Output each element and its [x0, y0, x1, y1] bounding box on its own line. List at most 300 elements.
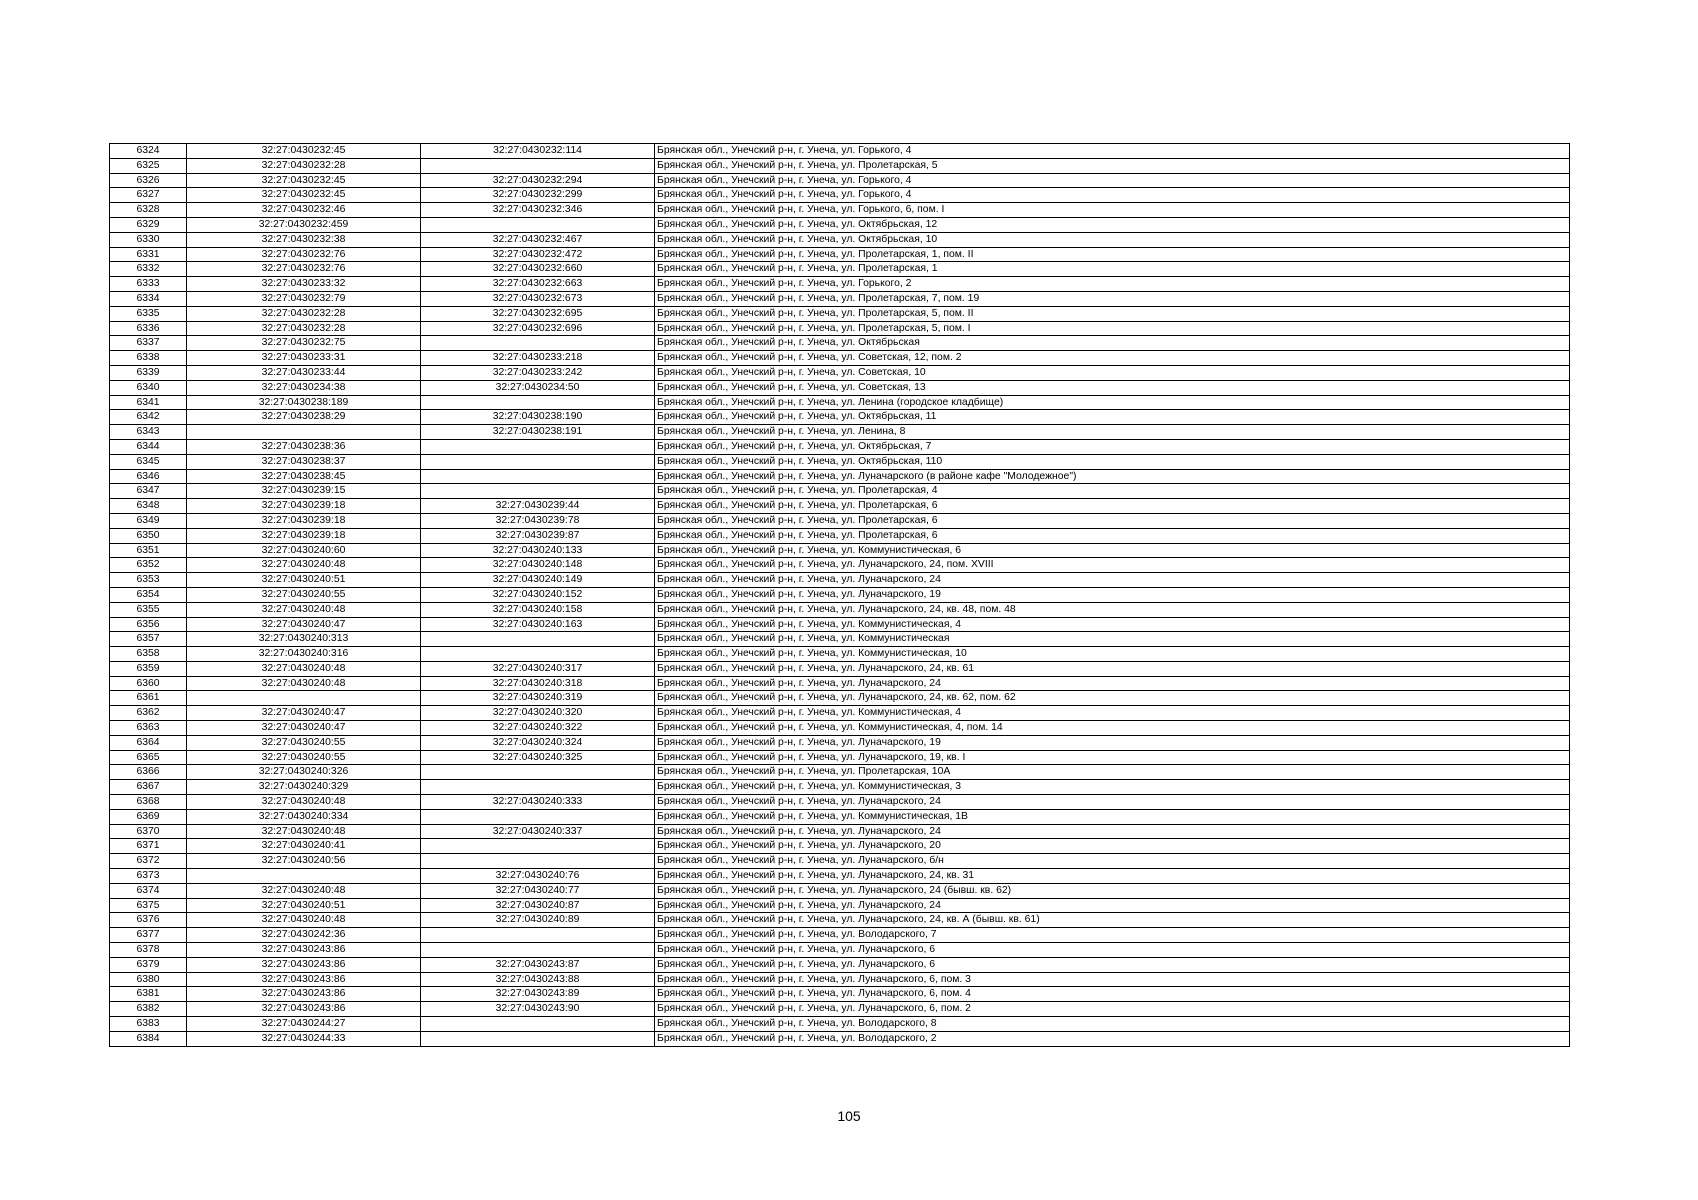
row-number-cell: 6345 — [110, 454, 187, 469]
table-row — [110, 395, 1570, 410]
table-row — [110, 632, 1570, 647]
row-number-cell: 6344 — [110, 439, 187, 454]
row-number-cell: 6339 — [110, 365, 187, 380]
parcel-number-cell: 32:27:0430240:48 — [187, 661, 421, 676]
table-row — [110, 558, 1570, 573]
parcel-number-cell: 32:27:0430233:32 — [187, 277, 421, 292]
address-cell: Брянская обл., Унечский р-н, г. Унеча, ул. Луначарского, б/н — [655, 854, 1570, 869]
parcel-number-cell: 32:27:0430240:48 — [187, 913, 421, 928]
address-cell: Брянская обл., Унечский р-н, г. Унеча, ул. Луначарского, 24, пом. XVIII — [655, 558, 1570, 573]
address-cell: Брянская обл., Унечский р-н, г. Унеча, ул. Ленина (городское кладбище) — [655, 395, 1570, 410]
row-number-cell: 6372 — [110, 854, 187, 869]
address-cell: Брянская обл., Унечский р-н, г. Унеча, ул. Коммунистическая, 4, пом. 14 — [655, 721, 1570, 736]
parcel-number-cell: 32:27:0430240:60 — [187, 543, 421, 558]
address-cell: Брянская обл., Унечский р-н, г. Унеча, ул. Коммунистическая, 4 — [655, 706, 1570, 721]
row-number-cell: 6380 — [110, 972, 187, 987]
parcel-number-cell: 32:27:0430232:79 — [187, 291, 421, 306]
parcel-number-cell: 32:27:0430240:51 — [187, 573, 421, 588]
row-number-cell: 6365 — [110, 750, 187, 765]
table-row — [110, 706, 1570, 721]
object-number-cell — [421, 217, 655, 232]
table-row — [110, 499, 1570, 514]
object-number-cell: 32:27:0430234:50 — [421, 380, 655, 395]
object-number-cell: 32:27:0430240:76 — [421, 869, 655, 884]
table-row — [110, 173, 1570, 188]
table-row — [110, 987, 1570, 1002]
address-cell: Брянская обл., Унечский р-н, г. Унеча, ул. Луначарского, 6, пом. 4 — [655, 987, 1570, 1002]
table-row — [110, 469, 1570, 484]
parcel-number-cell: 32:27:0430238:36 — [187, 439, 421, 454]
table-row — [110, 854, 1570, 869]
object-number-cell — [421, 780, 655, 795]
row-number-cell: 6352 — [110, 558, 187, 573]
row-number-cell: 6327 — [110, 188, 187, 203]
address-cell: Брянская обл., Унечский р-н, г. Унеча, ул. Пролетарская, 7, пом. 19 — [655, 291, 1570, 306]
address-cell: Брянская обл., Унечский р-н, г. Унеча, ул. Луначарского, 6, пом. 3 — [655, 972, 1570, 987]
table-row — [110, 262, 1570, 277]
object-number-cell: 32:27:0430232:467 — [421, 232, 655, 247]
parcel-number-cell: 32:27:0430240:48 — [187, 602, 421, 617]
row-number-cell: 6361 — [110, 691, 187, 706]
table-row — [110, 957, 1570, 972]
object-number-cell: 32:27:0430240:318 — [421, 676, 655, 691]
row-number-cell: 6377 — [110, 928, 187, 943]
parcel-number-cell: 32:27:0430240:51 — [187, 898, 421, 913]
table-row — [110, 617, 1570, 632]
row-number-cell: 6332 — [110, 262, 187, 277]
row-number-cell: 6349 — [110, 513, 187, 528]
parcel-number-cell: 32:27:0430232:46 — [187, 203, 421, 218]
parcel-number-cell: 32:27:0430232:459 — [187, 217, 421, 232]
row-number-cell: 6350 — [110, 528, 187, 543]
address-cell: Брянская обл., Унечский р-н, г. Унеча, ул. Луначарского, 24 (бывш. кв. 62) — [655, 883, 1570, 898]
row-number-cell: 6326 — [110, 173, 187, 188]
object-number-cell — [421, 647, 655, 662]
object-number-cell — [421, 1031, 655, 1046]
object-number-cell: 32:27:0430232:114 — [421, 144, 655, 159]
table-row — [110, 824, 1570, 839]
parcel-number-cell: 32:27:0430240:56 — [187, 854, 421, 869]
row-number-cell: 6351 — [110, 543, 187, 558]
row-number-cell: 6338 — [110, 351, 187, 366]
address-cell: Брянская обл., Унечский р-н, г. Унеча, ул. Октябрьская, 11 — [655, 410, 1570, 425]
parcel-number-cell: 32:27:0430232:28 — [187, 321, 421, 336]
parcel-number-cell: 32:27:0430240:329 — [187, 780, 421, 795]
row-number-cell: 6358 — [110, 647, 187, 662]
row-number-cell: 6355 — [110, 602, 187, 617]
address-cell: Брянская обл., Унечский р-н, г. Унеча, ул. Володарского, 7 — [655, 928, 1570, 943]
row-number-cell: 6348 — [110, 499, 187, 514]
table-row — [110, 365, 1570, 380]
table-row — [110, 913, 1570, 928]
object-number-cell: 32:27:0430233:242 — [421, 365, 655, 380]
row-number-cell: 6375 — [110, 898, 187, 913]
parcel-number-cell: 32:27:0430233:31 — [187, 351, 421, 366]
table-row — [110, 928, 1570, 943]
address-cell: Брянская обл., Унечский р-н, г. Унеча, ул. Горького, 2 — [655, 277, 1570, 292]
register-table-body — [110, 144, 1570, 1047]
table-row — [110, 1031, 1570, 1046]
address-cell: Брянская обл., Унечский р-н, г. Унеча, ул. Октябрьская, 110 — [655, 454, 1570, 469]
parcel-number-cell: 32:27:0430243:86 — [187, 943, 421, 958]
object-number-cell: 32:27:0430240:89 — [421, 913, 655, 928]
address-cell: Брянская обл., Унечский р-н, г. Унеча, ул. Пролетарская, 6 — [655, 499, 1570, 514]
parcel-number-cell: 32:27:0430242:36 — [187, 928, 421, 943]
table-row — [110, 750, 1570, 765]
parcel-number-cell: 32:27:0430240:48 — [187, 824, 421, 839]
address-cell: Брянская обл., Унечский р-н, г. Унеча, ул. Коммунистическая, 1В — [655, 809, 1570, 824]
row-number-cell: 6337 — [110, 336, 187, 351]
object-number-cell: 32:27:0430233:218 — [421, 351, 655, 366]
object-number-cell: 32:27:0430240:333 — [421, 795, 655, 810]
parcel-number-cell: 32:27:0430240:326 — [187, 765, 421, 780]
row-number-cell: 6362 — [110, 706, 187, 721]
table-row — [110, 943, 1570, 958]
row-number-cell: 6371 — [110, 839, 187, 854]
row-number-cell: 6353 — [110, 573, 187, 588]
row-number-cell: 6342 — [110, 410, 187, 425]
row-number-cell: 6379 — [110, 957, 187, 972]
table-row — [110, 380, 1570, 395]
address-cell: Брянская обл., Унечский р-н, г. Унеча, ул. Луначарского, 24, кв. 48, пом. 48 — [655, 602, 1570, 617]
table-row — [110, 217, 1570, 232]
address-cell: Брянская обл., Унечский р-н, г. Унеча, ул. Луначарского, 24 — [655, 795, 1570, 810]
address-cell: Брянская обл., Унечский р-н, г. Унеча, ул. Пролетарская, 1 — [655, 262, 1570, 277]
object-number-cell — [421, 943, 655, 958]
address-cell: Брянская обл., Унечский р-н, г. Унеча, ул. Горького, 4 — [655, 144, 1570, 159]
object-number-cell: 32:27:0430238:190 — [421, 410, 655, 425]
object-number-cell: 32:27:0430240:322 — [421, 721, 655, 736]
object-number-cell: 32:27:0430240:77 — [421, 883, 655, 898]
table-row — [110, 543, 1570, 558]
object-number-cell: 32:27:0430240:87 — [421, 898, 655, 913]
table-row — [110, 691, 1570, 706]
table-row — [110, 277, 1570, 292]
parcel-number-cell: 32:27:0430234:38 — [187, 380, 421, 395]
address-cell: Брянская обл., Унечский р-н, г. Унеча, ул. Луначарского, 24, кв. 62, пом. 62 — [655, 691, 1570, 706]
object-number-cell: 32:27:0430232:294 — [421, 173, 655, 188]
object-number-cell — [421, 395, 655, 410]
address-cell: Брянская обл., Унечский р-н, г. Унеча, ул. Луначарского, 19, кв. I — [655, 750, 1570, 765]
object-number-cell: 32:27:0430240:325 — [421, 750, 655, 765]
address-cell: Брянская обл., Унечский р-н, г. Унеча, ул. Октябрьская — [655, 336, 1570, 351]
object-number-cell — [421, 632, 655, 647]
address-cell: Брянская обл., Унечский р-н, г. Унеча, ул. Пролетарская, 5 — [655, 158, 1570, 173]
address-cell: Брянская обл., Унечский р-н, г. Унеча, ул. Коммунистическая, 4 — [655, 617, 1570, 632]
table-row — [110, 647, 1570, 662]
parcel-number-cell: 32:27:0430240:47 — [187, 721, 421, 736]
parcel-number-cell: 32:27:0430240:55 — [187, 750, 421, 765]
table-row — [110, 809, 1570, 824]
object-number-cell — [421, 469, 655, 484]
table-row — [110, 144, 1570, 159]
object-number-cell: 32:27:0430232:696 — [421, 321, 655, 336]
parcel-number-cell: 32:27:0430232:76 — [187, 247, 421, 262]
object-number-cell — [421, 765, 655, 780]
row-number-cell: 6357 — [110, 632, 187, 647]
object-number-cell: 32:27:0430239:87 — [421, 528, 655, 543]
parcel-number-cell: 32:27:0430238:45 — [187, 469, 421, 484]
address-cell: Брянская обл., Унечский р-н, г. Унеча, ул. Ленина, 8 — [655, 425, 1570, 440]
table-row — [110, 158, 1570, 173]
row-number-cell: 6370 — [110, 824, 187, 839]
address-cell: Брянская обл., Унечский р-н, г. Унеча, ул. Пролетарская, 10А — [655, 765, 1570, 780]
table-row — [110, 232, 1570, 247]
object-number-cell — [421, 839, 655, 854]
table-row — [110, 454, 1570, 469]
object-number-cell: 32:27:0430240:317 — [421, 661, 655, 676]
object-number-cell: 32:27:0430240:337 — [421, 824, 655, 839]
table-row — [110, 203, 1570, 218]
object-number-cell: 32:27:0430240:133 — [421, 543, 655, 558]
address-cell: Брянская обл., Унечский р-н, г. Унеча, ул. Луначарского (в районе кафе "Молодежное") — [655, 469, 1570, 484]
address-cell: Брянская обл., Унечский р-н, г. Унеча, ул. Горького, 6, пом. I — [655, 203, 1570, 218]
address-cell: Брянская обл., Унечский р-н, г. Унеча, ул. Луначарского, 19 — [655, 587, 1570, 602]
object-number-cell — [421, 854, 655, 869]
parcel-number-cell: 32:27:0430243:86 — [187, 972, 421, 987]
parcel-number-cell: 32:27:0430239:18 — [187, 499, 421, 514]
object-number-cell: 32:27:0430240:324 — [421, 735, 655, 750]
parcel-number-cell: 32:27:0430238:37 — [187, 454, 421, 469]
table-row — [110, 587, 1570, 602]
row-number-cell: 6376 — [110, 913, 187, 928]
address-cell: Брянская обл., Унечский р-н, г. Унеча, ул. Луначарского, 20 — [655, 839, 1570, 854]
object-number-cell: 32:27:0430240:152 — [421, 587, 655, 602]
table-row — [110, 1002, 1570, 1017]
table-row — [110, 795, 1570, 810]
row-number-cell: 6363 — [110, 721, 187, 736]
table-row — [110, 306, 1570, 321]
row-number-cell: 6359 — [110, 661, 187, 676]
parcel-number-cell: 32:27:0430240:41 — [187, 839, 421, 854]
address-cell: Брянская обл., Унечский р-н, г. Унеча, ул. Луначарского, 6 — [655, 957, 1570, 972]
row-number-cell: 6374 — [110, 883, 187, 898]
parcel-number-cell: 32:27:0430239:18 — [187, 528, 421, 543]
address-cell: Брянская обл., Унечский р-н, г. Унеча, ул. Советская, 12, пом. 2 — [655, 351, 1570, 366]
object-number-cell: 32:27:0430240:148 — [421, 558, 655, 573]
address-cell: Брянская обл., Унечский р-н, г. Унеча, ул. Луначарского, 24 — [655, 676, 1570, 691]
object-number-cell — [421, 809, 655, 824]
row-number-cell: 6333 — [110, 277, 187, 292]
object-number-cell — [421, 439, 655, 454]
object-number-cell — [421, 484, 655, 499]
address-cell: Брянская обл., Унечский р-н, г. Унеча, ул. Пролетарская, 6 — [655, 513, 1570, 528]
parcel-number-cell — [187, 425, 421, 440]
parcel-number-cell: 32:27:0430232:76 — [187, 262, 421, 277]
object-number-cell — [421, 1017, 655, 1032]
address-cell: Брянская обл., Унечский р-н, г. Унеча, ул. Володарского, 8 — [655, 1017, 1570, 1032]
row-number-cell: 6368 — [110, 795, 187, 810]
object-number-cell: 32:27:0430238:191 — [421, 425, 655, 440]
parcel-number-cell: 32:27:0430243:86 — [187, 957, 421, 972]
object-number-cell: 32:27:0430240:158 — [421, 602, 655, 617]
parcel-number-cell: 32:27:0430240:48 — [187, 676, 421, 691]
parcel-number-cell: 32:27:0430238:29 — [187, 410, 421, 425]
parcel-number-cell: 32:27:0430232:45 — [187, 188, 421, 203]
row-number-cell: 6381 — [110, 987, 187, 1002]
object-number-cell: 32:27:0430243:88 — [421, 972, 655, 987]
table-row — [110, 721, 1570, 736]
row-number-cell: 6366 — [110, 765, 187, 780]
table-row — [110, 780, 1570, 795]
row-number-cell: 6364 — [110, 735, 187, 750]
row-number-cell: 6329 — [110, 217, 187, 232]
address-cell: Брянская обл., Унечский р-н, г. Унеча, ул. Пролетарская, 5, пом. I — [655, 321, 1570, 336]
table-row — [110, 188, 1570, 203]
parcel-number-cell: 32:27:0430240:316 — [187, 647, 421, 662]
page-number: 105 — [837, 1108, 861, 1124]
object-number-cell: 32:27:0430240:320 — [421, 706, 655, 721]
parcel-number-cell: 32:27:0430232:45 — [187, 144, 421, 159]
parcel-number-cell: 32:27:0430239:15 — [187, 484, 421, 499]
address-cell: Брянская обл., Унечский р-н, г. Унеча, ул. Луначарского, 6 — [655, 943, 1570, 958]
parcel-number-cell: 32:27:0430240:334 — [187, 809, 421, 824]
address-cell: Брянская обл., Унечский р-н, г. Унеча, ул. Луначарского, 19 — [655, 735, 1570, 750]
table-row — [110, 883, 1570, 898]
row-number-cell: 6334 — [110, 291, 187, 306]
row-number-cell: 6373 — [110, 869, 187, 884]
parcel-number-cell: 32:27:0430244:33 — [187, 1031, 421, 1046]
address-cell: Брянская обл., Унечский р-н, г. Унеча, ул. Горького, 4 — [655, 173, 1570, 188]
address-cell: Брянская обл., Унечский р-н, г. Унеча, ул. Коммунистическая, 10 — [655, 647, 1570, 662]
address-cell: Брянская обл., Унечский р-н, г. Унеча, ул. Коммунистическая — [655, 632, 1570, 647]
parcel-number-cell: 32:27:0430244:27 — [187, 1017, 421, 1032]
row-number-cell: 6384 — [110, 1031, 187, 1046]
parcel-number-cell: 32:27:0430232:28 — [187, 306, 421, 321]
address-cell: Брянская обл., Унечский р-н, г. Унеча, ул. Горького, 4 — [655, 188, 1570, 203]
parcel-number-cell: 32:27:0430240:313 — [187, 632, 421, 647]
parcel-number-cell: 32:27:0430240:47 — [187, 617, 421, 632]
object-number-cell — [421, 454, 655, 469]
table-row — [110, 1017, 1570, 1032]
address-cell: Брянская обл., Унечский р-н, г. Унеча, ул. Пролетарская, 6 — [655, 528, 1570, 543]
parcel-number-cell: 32:27:0430232:75 — [187, 336, 421, 351]
row-number-cell: 6347 — [110, 484, 187, 499]
address-cell: Брянская обл., Унечский р-н, г. Унеча, ул. Пролетарская, 5, пом. II — [655, 306, 1570, 321]
parcel-number-cell: 32:27:0430240:47 — [187, 706, 421, 721]
parcel-number-cell: 32:27:0430240:48 — [187, 558, 421, 573]
object-number-cell — [421, 928, 655, 943]
table-row — [110, 247, 1570, 262]
table-row — [110, 573, 1570, 588]
object-number-cell: 32:27:0430243:87 — [421, 957, 655, 972]
address-cell: Брянская обл., Унечский р-н, г. Унеча, ул. Советская, 13 — [655, 380, 1570, 395]
object-number-cell — [421, 158, 655, 173]
object-number-cell: 32:27:0430239:44 — [421, 499, 655, 514]
parcel-number-cell: 32:27:0430232:38 — [187, 232, 421, 247]
row-number-cell: 6378 — [110, 943, 187, 958]
table-row — [110, 602, 1570, 617]
row-number-cell: 6330 — [110, 232, 187, 247]
parcel-number-cell: 32:27:0430233:44 — [187, 365, 421, 380]
row-number-cell: 6331 — [110, 247, 187, 262]
address-cell: Брянская обл., Унечский р-н, г. Унеча, ул. Луначарского, 24, кв. 61 — [655, 661, 1570, 676]
address-cell: Брянская обл., Унечский р-н, г. Унеча, ул. Луначарского, 24 — [655, 898, 1570, 913]
table-row — [110, 765, 1570, 780]
address-cell: Брянская обл., Унечский р-н, г. Унеча, ул. Пролетарская, 1, пом. II — [655, 247, 1570, 262]
table-row — [110, 676, 1570, 691]
row-number-cell: 6346 — [110, 469, 187, 484]
object-number-cell: 32:27:0430232:660 — [421, 262, 655, 277]
row-number-cell: 6382 — [110, 1002, 187, 1017]
row-number-cell: 6335 — [110, 306, 187, 321]
object-number-cell: 32:27:0430240:149 — [421, 573, 655, 588]
address-cell: Брянская обл., Унечский р-н, г. Унеча, ул. Луначарского, 24, кв. А (бывш. кв. 61) — [655, 913, 1570, 928]
parcel-number-cell: 32:27:0430243:86 — [187, 1002, 421, 1017]
row-number-cell: 6328 — [110, 203, 187, 218]
address-cell: Брянская обл., Унечский р-н, г. Унеча, ул. Пролетарская, 4 — [655, 484, 1570, 499]
object-number-cell: 32:27:0430243:89 — [421, 987, 655, 1002]
row-number-cell: 6336 — [110, 321, 187, 336]
object-number-cell: 32:27:0430232:663 — [421, 277, 655, 292]
table-row — [110, 528, 1570, 543]
address-cell: Брянская обл., Унечский р-н, г. Унеча, ул. Октябрьская, 7 — [655, 439, 1570, 454]
address-cell: Брянская обл., Унечский р-н, г. Унеча, ул. Луначарского, 6, пом. 2 — [655, 1002, 1570, 1017]
row-number-cell: 6356 — [110, 617, 187, 632]
parcel-number-cell: 32:27:0430232:45 — [187, 173, 421, 188]
address-cell: Брянская обл., Унечский р-н, г. Унеча, ул. Луначарского, 24 — [655, 824, 1570, 839]
parcel-number-cell: 32:27:0430238:189 — [187, 395, 421, 410]
parcel-number-cell — [187, 869, 421, 884]
object-number-cell: 32:27:0430240:163 — [421, 617, 655, 632]
table-row — [110, 291, 1570, 306]
register-table — [109, 143, 1570, 1047]
address-cell: Брянская обл., Унечский р-н, г. Унеча, ул. Октябрьская, 12 — [655, 217, 1570, 232]
object-number-cell: 32:27:0430232:472 — [421, 247, 655, 262]
object-number-cell: 32:27:0430232:695 — [421, 306, 655, 321]
address-cell: Брянская обл., Унечский р-н, г. Унеча, ул. Луначарского, 24, кв. 31 — [655, 869, 1570, 884]
object-number-cell: 32:27:0430232:346 — [421, 203, 655, 218]
table-row — [110, 869, 1570, 884]
table-row — [110, 484, 1570, 499]
object-number-cell: 32:27:0430239:78 — [421, 513, 655, 528]
row-number-cell: 6324 — [110, 144, 187, 159]
object-number-cell: 32:27:0430232:673 — [421, 291, 655, 306]
parcel-number-cell: 32:27:0430243:86 — [187, 987, 421, 1002]
parcel-number-cell: 32:27:0430240:55 — [187, 735, 421, 750]
table-row — [110, 661, 1570, 676]
row-number-cell: 6360 — [110, 676, 187, 691]
table-row — [110, 898, 1570, 913]
row-number-cell: 6325 — [110, 158, 187, 173]
row-number-cell: 6343 — [110, 425, 187, 440]
table-row — [110, 336, 1570, 351]
address-cell: Брянская обл., Унечский р-н, г. Унеча, ул. Коммунистическая, 3 — [655, 780, 1570, 795]
table-row — [110, 513, 1570, 528]
row-number-cell: 6341 — [110, 395, 187, 410]
parcel-number-cell: 32:27:0430240:55 — [187, 587, 421, 602]
address-cell: Брянская обл., Унечский р-н, г. Унеча, ул. Октябрьская, 10 — [655, 232, 1570, 247]
table-row — [110, 735, 1570, 750]
object-number-cell: 32:27:0430232:299 — [421, 188, 655, 203]
table-row — [110, 439, 1570, 454]
parcel-number-cell: 32:27:0430240:48 — [187, 795, 421, 810]
address-cell: Брянская обл., Унечский р-н, г. Унеча, ул. Володарского, 2 — [655, 1031, 1570, 1046]
object-number-cell: 32:27:0430240:319 — [421, 691, 655, 706]
object-number-cell: 32:27:0430243:90 — [421, 1002, 655, 1017]
address-cell: Брянская обл., Унечский р-н, г. Унеча, ул. Луначарского, 24 — [655, 573, 1570, 588]
parcel-number-cell — [187, 691, 421, 706]
table-row — [110, 839, 1570, 854]
row-number-cell: 6340 — [110, 380, 187, 395]
table-row — [110, 425, 1570, 440]
parcel-number-cell: 32:27:0430240:48 — [187, 883, 421, 898]
table-row — [110, 351, 1570, 366]
object-number-cell — [421, 336, 655, 351]
row-number-cell: 6383 — [110, 1017, 187, 1032]
table-row — [110, 410, 1570, 425]
row-number-cell: 6367 — [110, 780, 187, 795]
